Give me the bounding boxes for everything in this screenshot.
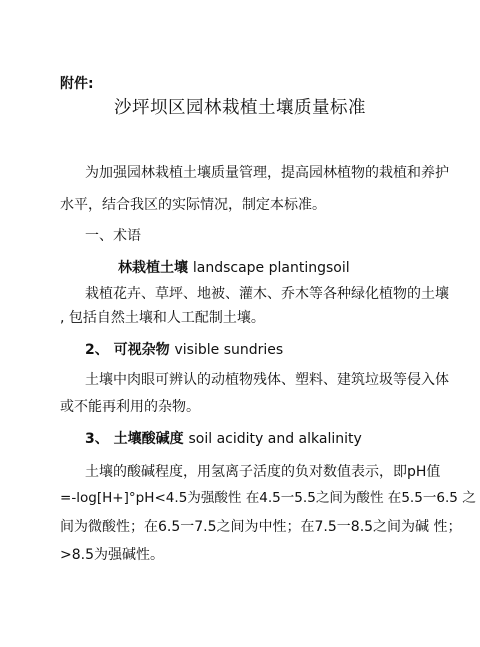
document-title: 沙坪坝区园林栽植土壤质量标准	[114, 98, 366, 118]
term-3-def-line-3: 间为微酸性；在6.5一7.5之间为中性；在7.5一8.5之间为碱 性；	[60, 519, 462, 535]
term-1-def-line-1: 栽植花卉、草坪、地被、灌木、乔木等各种绿化植物的土壤	[85, 286, 449, 302]
intro-line-2: 水平，结合我区的实际情况，制定本标准。	[60, 197, 326, 213]
term-3-heading	[85, 432, 362, 446]
term-2-heading	[85, 343, 283, 357]
term-1-heading	[118, 261, 350, 275]
term-3-def-line-2: =-log[H+]°pH<4.5为强酸性 在4.5一5.5之间为酸性 在5.5一6.5 之	[60, 490, 476, 506]
term-1-label: 林栽植土壤	[118, 260, 193, 276]
term-1-def-line-2: , 包括自然土壤和人工配制土壤。	[60, 310, 265, 326]
term-1-english: landscape plantingsoil	[192, 260, 350, 276]
term-2-def-line-2: 或不能再利用的杂物。	[60, 399, 200, 415]
section-heading-terms: 一、术语	[85, 228, 141, 244]
intro-line-1: 为加强园林栽植土壤质量管理，提高园林植物的栽植和养护	[85, 165, 449, 181]
term-2-label: 2、 可视杂物	[85, 342, 175, 358]
term-2-english: visible sundries	[174, 342, 284, 358]
term-3-def-line-1: 土壤的酸碱程度，用氢离子活度的负对数值表示，即pH值	[85, 464, 441, 480]
term-3-label: 3、 土壤酸碱度	[85, 431, 189, 447]
term-2-def-line-1: 土壤中肉眼可辨认的动植物残体、塑料、建筑垃圾等侵入体	[85, 372, 449, 388]
attachment-label: 附件:	[60, 76, 94, 92]
term-3-def-line-4: >8.5为强碱性。	[60, 547, 164, 563]
term-3-english: soil acidity and alkalinity	[188, 431, 362, 447]
